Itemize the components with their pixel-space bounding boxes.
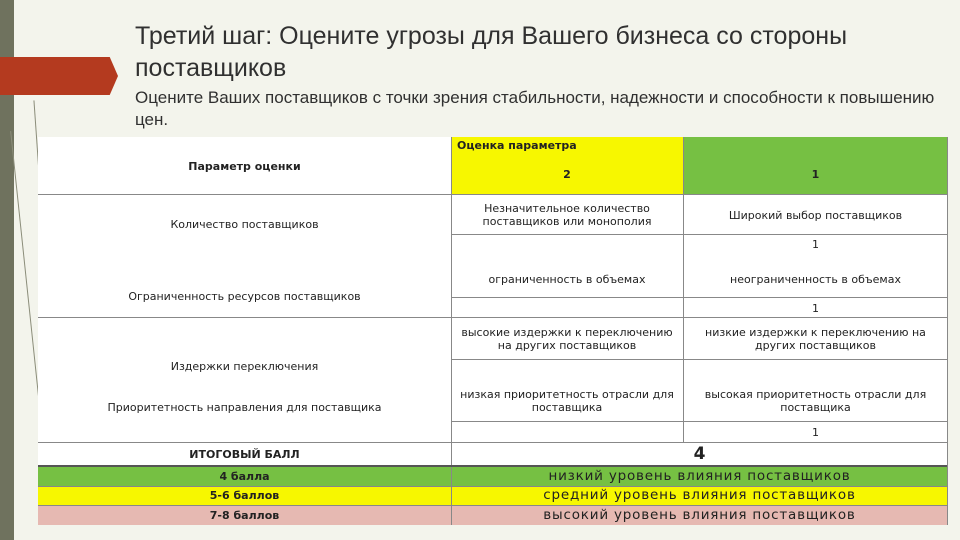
param-supplier-priority: Приоритетность направления для поставщика [107, 400, 382, 414]
legend-text-low: низкий уровень влияния поставщиков [451, 467, 948, 486]
grid-line [451, 421, 948, 422]
row1-option-1: Широкий выбор поставщиков [728, 208, 903, 222]
param-resource-limits: Ограниченность ресурсов поставщиков [128, 290, 361, 303]
legend-range-high: 7-8 баллов [38, 506, 451, 525]
grid-line [451, 297, 948, 298]
row2-score: 1 [812, 301, 819, 315]
supplier-threat-table [38, 137, 948, 525]
score-col-2: 2 [451, 153, 683, 195]
grid-line [451, 359, 948, 360]
score-col-1: 1 [683, 153, 948, 195]
grid-line [38, 317, 948, 318]
grid-line [451, 234, 948, 235]
slide-subtitle: Оцените Ваших поставщиков с точки зрения стабильности, надежности и способности к повышению цен. [135, 88, 935, 129]
grid-line [38, 505, 948, 506]
legend-text-mid: средний уровень влияния поставщиков [451, 486, 948, 505]
total-value: 4 [693, 443, 706, 464]
title-accent-arrow [0, 57, 118, 95]
grid-line [38, 442, 948, 443]
row2-option-1: неограниченность в объемах [730, 272, 901, 286]
legend-range-low: 4 балла [38, 467, 451, 486]
grid-line [683, 137, 684, 443]
row2-option-2: ограниченность в объемах [488, 272, 646, 286]
row4-score: 1 [812, 425, 819, 439]
row4-option-1: высокая приоритетность отрасли для поставщика [704, 388, 927, 414]
legend-text-high: высокий уровень влияния поставщиков [451, 506, 948, 525]
legend-range-mid: 5-6 баллов [38, 486, 451, 505]
row4-option-2: низкая приоритетность отрасли для поставщика [460, 388, 674, 414]
param-header: Параметр оценки [188, 159, 301, 173]
row1-option-2: Незначительное количество поставщиков или монополия [482, 202, 652, 228]
param-switching-costs: Издержки переключения [170, 360, 319, 373]
row3-option-1: низкие издержки к переключению на других поставщиков [705, 326, 926, 352]
slide-title: Третий шаг: Оцените угрозы для Вашего бизнеса со стороны поставщиков [135, 22, 848, 82]
grid-line [38, 465, 948, 467]
total-label: ИТОГОВЫЙ БАЛЛ [189, 447, 300, 461]
grid-line [38, 194, 948, 195]
row3-option-2: высокие издержки к переключению на других поставщиков [461, 326, 673, 352]
score-header-green-fill [683, 137, 948, 153]
row1-score: 1 [812, 237, 819, 251]
score-header: Оценка параметра [451, 137, 683, 153]
grid-line [947, 137, 948, 525]
grid-line [38, 486, 948, 487]
param-suppliers-count: Количество поставщиков [170, 217, 319, 231]
